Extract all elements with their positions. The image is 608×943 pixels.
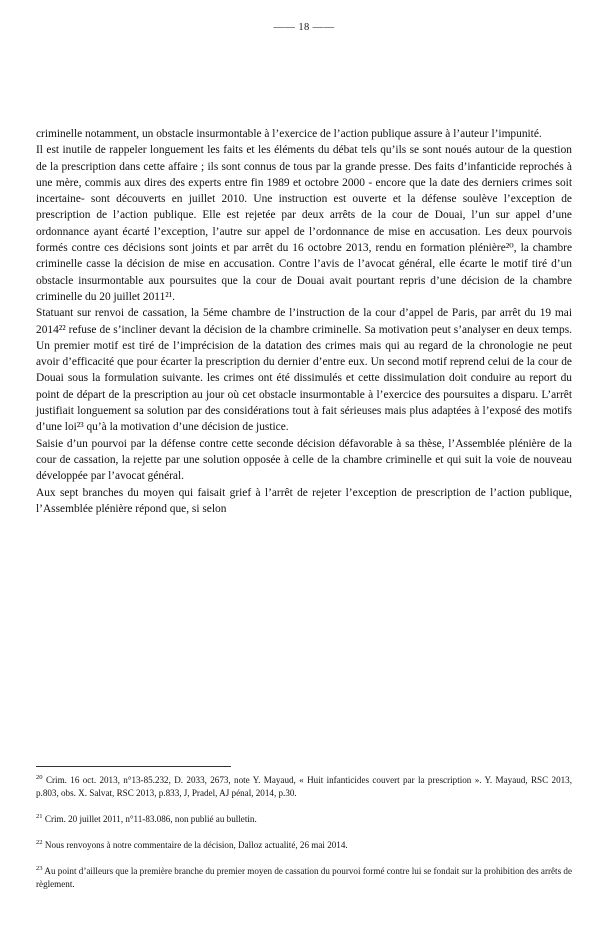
footnotes-section (36, 774, 572, 891)
footnote-marker: 23 (36, 864, 43, 872)
footnote (36, 813, 572, 826)
document-page (0, 22, 608, 943)
footnote-marker: 21 (36, 812, 43, 820)
footnote-text: Crim. 16 oct. 2013, n°13-85.232, D. 2033, 2673, note Y. Mayaud, « Huit infanticides couvert par la prescription ». Y. Mayaud, RSC 2013, p.803, obs. X. Salvat, RSC 2013, p.833, J, Pradel, AJ pénal, 2014, p.30. (36, 775, 572, 798)
footnote-marker: 20 (36, 773, 43, 781)
body-text (36, 126, 572, 517)
paragraph: criminelle notamment, un obstacle insurmontable à l’exercice de l’action publique assure à l’auteur l’impunité. (36, 128, 542, 140)
paragraph: Statuant sur renvoi de cassation, la 5éme chambre de l’instruction de la cour d’appel de Paris, par arrêt du 19 mai 2014²² refuse de s’incliner devant la décision de la chambre criminelle. Sa motivation peut s’analyser en deux temps. Un premier motif est tiré de l’imprécision de la datation des crimes mais qui au regard de la chronologie ne peut avoir d’efficacité que pour écarter la prescription du dernier d’entre eux. Un second motif reprend celui de la cour de Douai sous la formulation suivante. les crimes ont été dissimulés et cette dissimulation doit conduire au report du point de départ de la prescription au jour où cet obstacle insurmontable à l’exercice des poursuites a disparu. L’arrêt justifiait longuement sa solution par des considérations tout à fait sérieuses mais plus adaptées à l’exposé des motifs d’une loi²³ qu’à la motivation d’une décision de justice. (36, 307, 572, 434)
paragraph: Il est inutile de rappeler longuement les faits et les éléments du débat tels qu’ils se sont noués autour de la question de la prescription dans cette affaire ; ils sont connus de tous par la grande presse. Des faits d’infanticide reprochés à une mère, commis aux dires des experts entre fin 1989 et octobre 2000 - encore que la date des derniers crimes soit incertaine- sont découverts en juillet 2010. Une instruction est ouverte et la défense soulève l’exception de prescription de l’action publique. Elle est rejetée par deux arrêts de la cour de Douai, l’un sur appel d’une ordonnance ayant écarté l’exception, l’autre sur appel de l’ordonnance de mise en accusation. Les deux pourvois formés contre ces décisions sont joints et par arrêt du 16 octobre 2013, rendu en formation plénière²⁰, la chambre criminelle casse la décision de mise en accusation. Contre l’avis de l’avocat général, elle écarte le motif tiré d’un obstacle insurmontable aux poursuites que la cour de Douai avait pourtant repris d’une décision de la chambre criminelle du 20 juillet 2011²¹. (36, 144, 572, 303)
footnote (36, 865, 572, 891)
footnote-text: Au point d’ailleurs que la première branche du premier moyen de cassation du pourvoi formé contre lui se fondait sur la prohibition des arrêts de règlement. (36, 866, 572, 889)
footnote (36, 774, 572, 800)
page-number: —— 18 —— (273, 22, 335, 33)
paragraph: Aux sept branches du moyen qui faisait grief à l’arrêt de rejeter l’exception de prescription de l’action publique, l’Assemblée plénière répond que, si selon (36, 486, 572, 515)
paragraph: Saisie d’un pourvoi par la défense contre cette seconde décision défavorable à sa thèse, l’Assemblée plénière de la cour de cassation, la rejette par une solution opposée à celle de la chambre criminelle et qui suit la voie de nouveau développée par l’avocat général. (36, 437, 572, 483)
footnote-text: Crim. 20 juillet 2011, n°11-83.086, non publié au bulletin. (44, 814, 257, 824)
footnote (36, 839, 572, 852)
footnote-separator (36, 766, 231, 767)
footnote-marker: 22 (36, 838, 43, 846)
footnote-text: Nous renvoyons à notre commentaire de la décision, Dalloz actualité, 26 mai 2014. (44, 840, 348, 850)
